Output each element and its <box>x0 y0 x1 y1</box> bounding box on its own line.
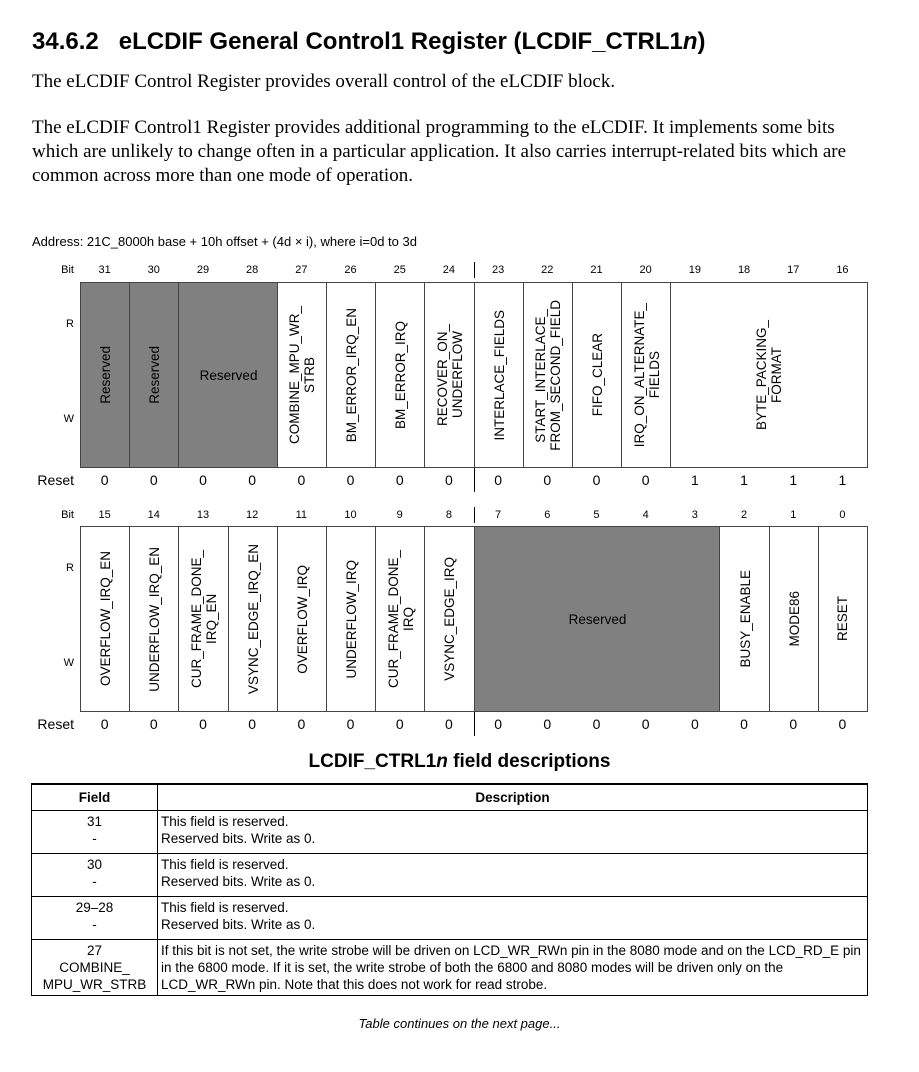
field-busy-enable <box>719 526 769 712</box>
bit-number: 26 <box>344 264 357 276</box>
field-text: - <box>92 831 97 846</box>
reset-value: 0 <box>494 716 502 732</box>
reset-value: 0 <box>248 472 257 488</box>
field-cell <box>32 811 158 854</box>
field-text: 31 <box>86 814 103 829</box>
field-name: COMBINE_MPU_WR_ STRB <box>287 305 318 445</box>
register-address: Address: 21C_8000h base + 10h offset + (4d × i), where i=0d to 3d <box>32 234 417 249</box>
table-continues-note: Table continues on the next page... <box>358 1016 561 1031</box>
field-cur-frame-done-irq <box>375 526 425 712</box>
description-text: Reserved bits. Write as 0. <box>161 831 316 846</box>
table-row <box>32 897 868 940</box>
bit-number: 18 <box>737 264 751 276</box>
byte-divider <box>474 507 475 523</box>
field-descriptions-table <box>31 783 868 996</box>
bit-number: 0 <box>839 509 846 521</box>
bit-number: 15 <box>98 509 111 521</box>
table-caption: LCDIF_CTRL1n field descriptions <box>308 751 611 772</box>
reset-value: 0 <box>100 716 109 732</box>
field-name: VSYNC_EDGE_IRQ_EN <box>245 543 261 695</box>
field-mode86 <box>769 526 819 712</box>
description-text: This field is reserved. <box>161 857 289 872</box>
reset-value: 0 <box>838 716 847 732</box>
reset-label: Reset <box>37 472 74 488</box>
field-overflow-irq-en <box>80 526 130 712</box>
bit-number: 23 <box>491 264 505 276</box>
reset-value: 0 <box>149 716 158 732</box>
reset-value: 0 <box>100 472 109 488</box>
bit-number: 7 <box>495 509 502 521</box>
field-reserved <box>474 526 721 712</box>
field-text: 27 <box>86 943 103 958</box>
bit-number: 31 <box>98 264 111 276</box>
read-label: R <box>66 318 74 330</box>
field-name: RESET <box>835 596 851 642</box>
field-name: Reserved <box>568 611 627 627</box>
bit-number: 22 <box>541 264 554 276</box>
field-underflow-irq-en <box>129 526 179 712</box>
field-column-header: Field <box>32 784 158 811</box>
bit-number: 16 <box>836 264 849 276</box>
table-row <box>32 811 868 854</box>
field-cur-frame-done-irq-en <box>178 526 228 712</box>
bit-number: 5 <box>593 509 600 521</box>
field-name: MODE86 <box>786 591 802 647</box>
section-heading: 34.6.2 eLCDIF General Control1 Register (LCDIF_CTRL1n) <box>32 28 706 55</box>
write-label: W <box>63 657 74 669</box>
field-name: BM_ERROR_IRQ <box>393 320 409 430</box>
description-cell <box>158 811 868 854</box>
bit-number: 24 <box>442 264 456 276</box>
field-bm-error-irq <box>375 282 425 468</box>
bit-number: 4 <box>642 509 649 521</box>
description-text: This field is reserved. <box>161 900 289 915</box>
field-name: UNDERFLOW_IRQ <box>344 559 360 679</box>
field-start-interlace-from-second-field <box>523 282 573 468</box>
field-name: CUR_FRAME_DONE_ IRQ_EN <box>188 549 219 689</box>
reset-value: 0 <box>297 716 306 732</box>
field-text: - <box>92 874 97 889</box>
bit-number: 30 <box>147 264 160 276</box>
bit-number: 1 <box>790 509 797 521</box>
bit-number: 25 <box>393 264 406 276</box>
field-text: - <box>92 917 97 932</box>
field-reserved <box>178 282 277 468</box>
bit-label: Bit <box>61 509 74 521</box>
field-name: UNDERFLOW_IRQ_EN <box>147 546 163 692</box>
field-recover-on-underflow <box>424 282 474 468</box>
reset-value: 0 <box>543 472 552 488</box>
field-underflow-irq <box>326 526 376 712</box>
field-name: OVERFLOW_IRQ_EN <box>98 551 114 687</box>
bit-number: 13 <box>196 509 210 521</box>
reset-value: 1 <box>740 472 748 488</box>
field-text: 30 <box>86 857 103 872</box>
field-name: START_INTERLACE_ FROM_SECOND_FIELD <box>533 299 564 451</box>
field-cell <box>32 897 158 940</box>
bit-number: 27 <box>295 264 308 276</box>
field-name: Reserved <box>199 367 258 383</box>
field-combine-mpu-wr-strb <box>277 282 327 468</box>
reset-value: 0 <box>395 716 404 732</box>
description-cell <box>158 854 868 897</box>
bit-number: 8 <box>445 509 452 521</box>
reset-value: 0 <box>199 716 207 732</box>
description-cell <box>158 940 868 996</box>
reset-value: 0 <box>297 472 306 488</box>
bit-number: 11 <box>295 509 308 521</box>
bit-number: 17 <box>787 264 800 276</box>
bit-number: 21 <box>590 264 603 276</box>
reset-value: 0 <box>445 716 453 732</box>
reset-value: 0 <box>543 716 552 732</box>
write-label: W <box>63 413 74 425</box>
byte-divider <box>474 712 475 736</box>
reset-value: 1 <box>789 472 798 488</box>
field-name: INTERLACE_FIELDS <box>491 309 507 441</box>
field-name: Reserved <box>147 346 163 404</box>
description-text: If this bit is not set, the write strobe will be driven on LCD_WR_RWn pin in the 8080 mode and on the LCD_RD_E pin in the 6800 mode. If it is set, the write strobe of both the 6800 and 8080 modes will be driven only on the LCD_WR_RWn pin. Note that this does not work for read strobe. <box>161 943 861 992</box>
bit-number: 10 <box>344 509 357 521</box>
field-reset <box>818 526 868 712</box>
reset-value: 0 <box>592 716 601 732</box>
field-text: MPU_WR_STRB <box>42 977 147 992</box>
reset-value: 0 <box>592 472 601 488</box>
bit-number: 29 <box>196 264 210 276</box>
reset-value: 0 <box>690 716 699 732</box>
field-reserved <box>129 282 179 468</box>
field-name: VSYNC_EDGE_IRQ <box>442 557 458 681</box>
reset-value: 1 <box>838 472 847 488</box>
field-byte-packing-format <box>670 282 868 468</box>
field-cell <box>32 854 158 897</box>
field-name: CUR_FRAME_DONE_ IRQ <box>385 549 416 689</box>
intro-paragraph: The eLCDIF Control Register provides overall control of the eLCDIF block. <box>32 71 616 92</box>
table-header-row <box>32 784 868 811</box>
field-name: BYTE_PACKING_ FORMAT <box>754 319 785 431</box>
bit-number: 28 <box>246 264 259 276</box>
description-paragraph: The eLCDIF Control1 Register provides additional programming to the eLCDIF. It implements some bits which are unlikely to change often in a particular application. It also carries interrupt-related bits which are common across more than one mode of operation. <box>32 117 847 186</box>
field-name: Reserved <box>98 346 114 404</box>
reset-label: Reset <box>37 716 74 732</box>
field-interlace-fields <box>474 282 524 468</box>
bit-number: 12 <box>246 509 259 521</box>
field-name: RECOVER_ON_ UNDERFLOW <box>434 323 465 427</box>
description-cell <box>158 897 868 940</box>
reset-value: 0 <box>346 716 355 732</box>
read-label: R <box>66 562 74 574</box>
reset-value: 0 <box>641 472 650 488</box>
reset-value: 0 <box>789 716 798 732</box>
byte-divider <box>474 262 475 278</box>
reset-value: 0 <box>494 472 502 488</box>
bit-number: 6 <box>544 509 551 521</box>
bit-number: 19 <box>688 264 701 276</box>
field-irq-on-alternate-fields <box>621 282 671 468</box>
bit-number: 3 <box>691 509 698 521</box>
reset-value: 0 <box>395 472 404 488</box>
bit-number: 20 <box>639 264 652 276</box>
bit-number: 2 <box>741 509 748 521</box>
bit-number: 9 <box>396 509 403 521</box>
field-reserved <box>80 282 130 468</box>
field-text: 29–28 <box>75 900 114 915</box>
field-text: COMBINE_ <box>59 960 130 975</box>
byte-divider <box>474 468 475 492</box>
field-name: IRQ_ON_ALTERNATE_ FIELDS <box>631 302 662 448</box>
field-fifo-clear <box>572 282 622 468</box>
reset-value: 1 <box>690 472 699 488</box>
field-name: BUSY_ENABLE <box>737 570 753 668</box>
reset-value: 0 <box>641 716 650 732</box>
field-name: OVERFLOW_IRQ <box>294 564 310 674</box>
description-text: Reserved bits. Write as 0. <box>161 917 316 932</box>
field-vsync-edge-irq-en <box>228 526 278 712</box>
reset-value: 0 <box>740 716 748 732</box>
field-overflow-irq <box>277 526 327 712</box>
reset-value: 0 <box>248 716 257 732</box>
description-text: This field is reserved. <box>161 814 289 829</box>
description-text: Reserved bits. Write as 0. <box>161 874 316 889</box>
field-name: BM_ERROR_IRQ_EN <box>344 307 360 443</box>
reset-value: 0 <box>199 472 207 488</box>
field-bm-error-irq-en <box>326 282 376 468</box>
bit-number: 14 <box>147 509 160 521</box>
bit-label: Bit <box>61 264 74 276</box>
field-vsync-edge-irq <box>424 526 474 712</box>
table-row <box>32 940 868 996</box>
reset-value: 0 <box>346 472 355 488</box>
reset-value: 0 <box>149 472 158 488</box>
description-column-header: Description <box>158 784 868 811</box>
field-cell <box>32 940 158 996</box>
table-row <box>32 854 868 897</box>
reset-value: 0 <box>445 472 453 488</box>
field-name: FIFO_CLEAR <box>589 333 605 417</box>
